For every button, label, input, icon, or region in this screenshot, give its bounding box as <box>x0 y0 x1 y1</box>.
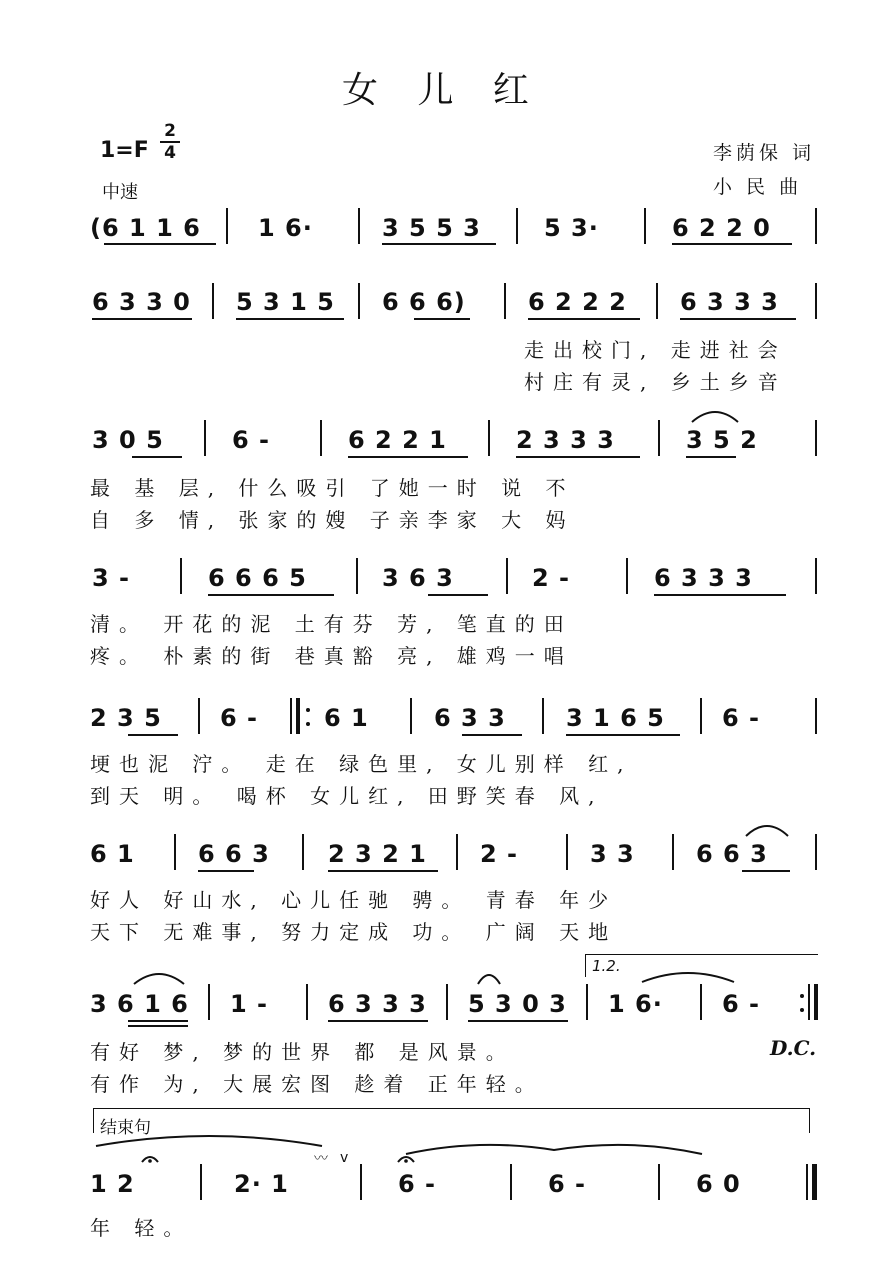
measure: 5 3 0 3 <box>468 990 567 1018</box>
measure: 6 1 <box>324 704 369 732</box>
measure: 3 6 3 <box>382 564 454 592</box>
barline <box>358 283 360 319</box>
barline <box>644 208 646 244</box>
barline <box>306 984 308 1020</box>
beam-underline <box>128 1025 188 1027</box>
measure: 6 3 3 3 <box>680 288 779 316</box>
beam-underline <box>104 243 216 245</box>
repeat-dot <box>800 1008 804 1012</box>
repeat-dot <box>800 994 804 998</box>
lyric-line-1: 走出校门, 走进社会 <box>524 338 787 362</box>
beam-underline <box>236 318 344 320</box>
phrase-slur <box>94 1132 324 1148</box>
ornament-mordent-icon: 〰 <box>314 1151 328 1167</box>
barline <box>656 283 658 319</box>
time-signature-top: 2 <box>164 121 176 141</box>
measure: 6 - <box>232 426 271 454</box>
barline <box>658 420 660 456</box>
beam-underline <box>382 243 496 245</box>
beam-underline <box>566 734 680 736</box>
barline <box>488 420 490 456</box>
lyric-line-2: 有作 为, 大展宏图 趁着 正年轻。 <box>90 1072 544 1096</box>
composer-credit: 小 民 曲 <box>713 176 803 198</box>
barline <box>815 420 817 456</box>
beam-underline <box>92 318 192 320</box>
breath-mark-icon: v <box>340 1150 349 1166</box>
measure: 2· 1 <box>234 1170 289 1198</box>
lyric-line-2: 自 多 情, 张家的嫂 子亲李家 大 妈 <box>90 508 575 532</box>
beam-underline <box>686 456 736 458</box>
measure: 6 2 2 0 <box>672 214 771 242</box>
barline <box>360 1164 362 1200</box>
barline <box>410 698 412 734</box>
measure: 6 - <box>722 704 761 732</box>
end-repeat-barline <box>808 984 810 1020</box>
measure: 2 3 5 <box>90 704 162 732</box>
measure: 1 - <box>230 990 269 1018</box>
beam-underline <box>654 594 786 596</box>
barline <box>815 208 817 244</box>
barline <box>174 834 176 870</box>
barline <box>356 558 358 594</box>
lyric-line-2: 疼。 朴素的街 巷真豁 亮, 雄鸡一唱 <box>90 644 573 668</box>
barline <box>226 208 228 244</box>
measure: 3 5 2 <box>686 426 758 454</box>
lyric-line-2: 到天 明。 喝杯 女儿红, 田野笑春 风, <box>90 784 604 808</box>
tie-slur <box>744 822 790 838</box>
fermata-icon <box>140 1152 160 1164</box>
beam-underline <box>468 1020 568 1022</box>
barline <box>504 283 506 319</box>
barline <box>815 558 817 594</box>
measure: 2 - <box>480 840 519 868</box>
measure: 6 6 3 <box>696 840 768 868</box>
tempo-marking: 中速 <box>102 182 138 203</box>
barline <box>700 984 702 1020</box>
lyric-line-1: 清。 开花的泥 土有芬 芳, 笔直的田 <box>90 612 573 636</box>
time-signature <box>160 122 180 162</box>
measure: 6 - <box>220 704 259 732</box>
ending-label: 结束句 <box>100 1118 151 1138</box>
measure: 6 6 6 5 <box>208 564 307 592</box>
measure: 3 3 <box>590 840 635 868</box>
beam-underline <box>328 1020 428 1022</box>
beam-underline <box>198 870 254 872</box>
lyric-line-2: 村庄有灵, 乡土乡音 <box>524 370 787 394</box>
song-title: 女 儿 红 <box>342 70 543 111</box>
measure: 1 2 <box>90 1170 135 1198</box>
lyric-line-1: 有好 梦, 梦的世界 都 是风景。 <box>90 1040 515 1064</box>
measure: 2 - <box>532 564 571 592</box>
beam-underline <box>328 870 438 872</box>
phrase-slur <box>404 1140 704 1156</box>
measure: 6 6 3 <box>198 840 270 868</box>
beam-underline <box>128 1020 188 1022</box>
time-signature-bottom: 4 <box>164 143 176 163</box>
beam-underline <box>428 594 488 596</box>
measure: 3 0 5 <box>92 426 164 454</box>
measure: 6 - <box>548 1170 587 1198</box>
barline <box>208 984 210 1020</box>
barline <box>204 420 206 456</box>
key-signature: 1=F <box>100 138 149 163</box>
tie-slur <box>132 970 186 986</box>
barline <box>506 558 508 594</box>
final-barline <box>812 1164 817 1200</box>
beam-underline <box>516 456 640 458</box>
barline <box>626 558 628 594</box>
beam-underline <box>348 456 468 458</box>
barline <box>700 698 702 734</box>
tie-slur <box>640 968 736 984</box>
beam-underline <box>414 318 470 320</box>
measure: 6 3 3 3 <box>328 990 427 1018</box>
measure: 1 6· <box>258 214 313 242</box>
measure: 6 2 2 1 <box>348 426 447 454</box>
beam-underline <box>528 318 640 320</box>
repeat-barline <box>290 698 292 734</box>
volta-label: 1.2. <box>592 957 621 975</box>
final-barline <box>806 1164 808 1200</box>
measure: 6 0 <box>696 1170 741 1198</box>
lyric-line-1: 埂也泥 泞。 走在 绿色里, 女儿别样 红, <box>90 752 633 776</box>
barline <box>510 1164 512 1200</box>
measure: 3 6 1 6 <box>90 990 189 1018</box>
measure: 6 - <box>722 990 761 1018</box>
tie-slur <box>476 970 502 986</box>
lyric-line-1: 年 轻。 <box>90 1216 193 1240</box>
ending-bracket <box>93 1108 810 1133</box>
measure: 2 3 2 1 <box>328 840 427 868</box>
barline <box>200 1164 202 1200</box>
barline <box>358 208 360 244</box>
repeat-barline <box>296 698 300 734</box>
barline <box>658 1164 660 1200</box>
measure: 3 - <box>92 564 131 592</box>
beam-underline <box>132 456 182 458</box>
measure: 6 6 6) <box>382 288 466 316</box>
beam-underline <box>128 734 178 736</box>
barline <box>180 558 182 594</box>
barline <box>198 698 200 734</box>
barline <box>586 984 588 1020</box>
barline <box>516 208 518 244</box>
barline <box>320 420 322 456</box>
measure: 3 1 6 5 <box>566 704 665 732</box>
lyric-line-2: 天下 无难事, 努力定成 功。 广阔 天地 <box>90 920 618 944</box>
repeat-dot <box>306 708 310 712</box>
barline <box>212 283 214 319</box>
barline <box>815 834 817 870</box>
barline <box>456 834 458 870</box>
measure: 3 5 5 3 <box>382 214 481 242</box>
lyric-line-1: 好人 好山水, 心儿任驰 骋。 青春 年少 <box>90 888 618 912</box>
barline <box>815 283 817 319</box>
barline <box>815 698 817 734</box>
barline <box>446 984 448 1020</box>
fermata-icon <box>396 1152 416 1164</box>
beam-underline <box>208 594 334 596</box>
measure: 6 3 3 3 <box>654 564 753 592</box>
measure: 6 3 3 <box>434 704 506 732</box>
barline <box>302 834 304 870</box>
beam-underline <box>680 318 796 320</box>
repeat-dot <box>306 722 310 726</box>
measure: 5 3 1 5 <box>236 288 335 316</box>
tie-slur <box>690 408 740 424</box>
measure: (6 1 1 6 <box>90 214 201 242</box>
measure: 6 - <box>398 1170 437 1198</box>
measure: 1 6· <box>608 990 663 1018</box>
measure: 5 3· <box>544 214 599 242</box>
lyricist-credit: 李荫保 词 <box>713 142 816 164</box>
beam-underline <box>672 243 792 245</box>
lyric-line-1: 最 基 层, 什么吸引 了她一时 说 不 <box>90 476 575 500</box>
measure: 2 3 3 3 <box>516 426 615 454</box>
beam-underline <box>742 870 790 872</box>
measure: 6 1 <box>90 840 135 868</box>
barline <box>542 698 544 734</box>
barline <box>672 834 674 870</box>
measure: 6 2 2 2 <box>528 288 627 316</box>
beam-underline <box>462 734 522 736</box>
barline <box>566 834 568 870</box>
da-capo-marking: D.C. <box>770 1036 817 1060</box>
end-repeat-barline <box>814 984 818 1020</box>
measure: 6 3 3 0 <box>92 288 191 316</box>
